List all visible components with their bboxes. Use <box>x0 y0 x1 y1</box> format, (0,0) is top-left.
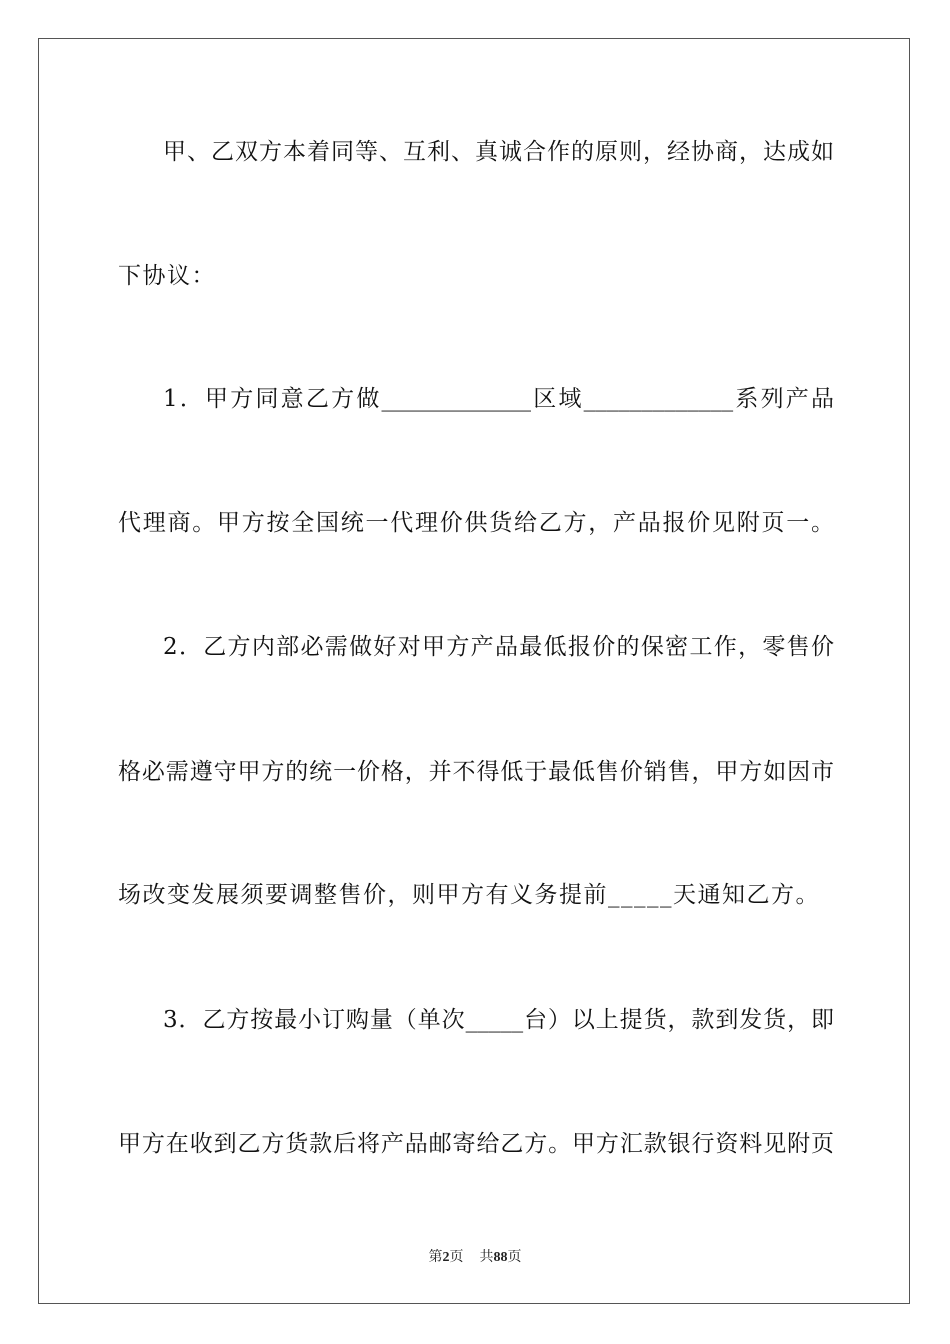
footer-total-suffix: 页 <box>507 1250 522 1265</box>
footer-page-number: 2 <box>442 1250 450 1265</box>
footer-page-prefix: 第 <box>428 1250 443 1265</box>
footer-total-pages: 88 <box>493 1250 508 1265</box>
clause-2-line-3: 场改变发展须要调整售价，则甲方有义务提前_____天通知乙方。 <box>118 882 820 908</box>
clause-2-line-1: 2．乙方内部必需做好对甲方产品最低报价的保密工作，零售价 <box>163 634 834 660</box>
footer-total-prefix: 共 <box>479 1250 494 1265</box>
footer-page-suffix: 页 <box>449 1250 464 1265</box>
clause-2-line-2: 格必需遵守甲方的统一价格，并不得低于最低售价销售，甲方如因市 <box>118 759 834 785</box>
clause-3-line-2: 甲方在收到乙方货款后将产品邮寄给乙方。甲方汇款银行资料见附页 <box>118 1131 834 1157</box>
page-footer <box>0 1246 950 1266</box>
clause-1-line-1: 1．甲方同意乙方做_____________区域_____________系列产品 <box>163 386 834 412</box>
paragraph-intro-line-2: 下协议： <box>118 263 216 289</box>
page-frame <box>38 38 910 1304</box>
clause-3-line-1: 3．乙方按最小订购量（单次_____台）以上提货，款到发货，即 <box>163 1007 834 1033</box>
paragraph-intro-line-1: 甲、乙双方本着同等、互利、真诚合作的原则，经协商，达成如 <box>163 139 834 165</box>
clause-1-line-2: 代理商。甲方按全国统一代理价供货给乙方，产品报价见附页一。 <box>118 510 834 536</box>
